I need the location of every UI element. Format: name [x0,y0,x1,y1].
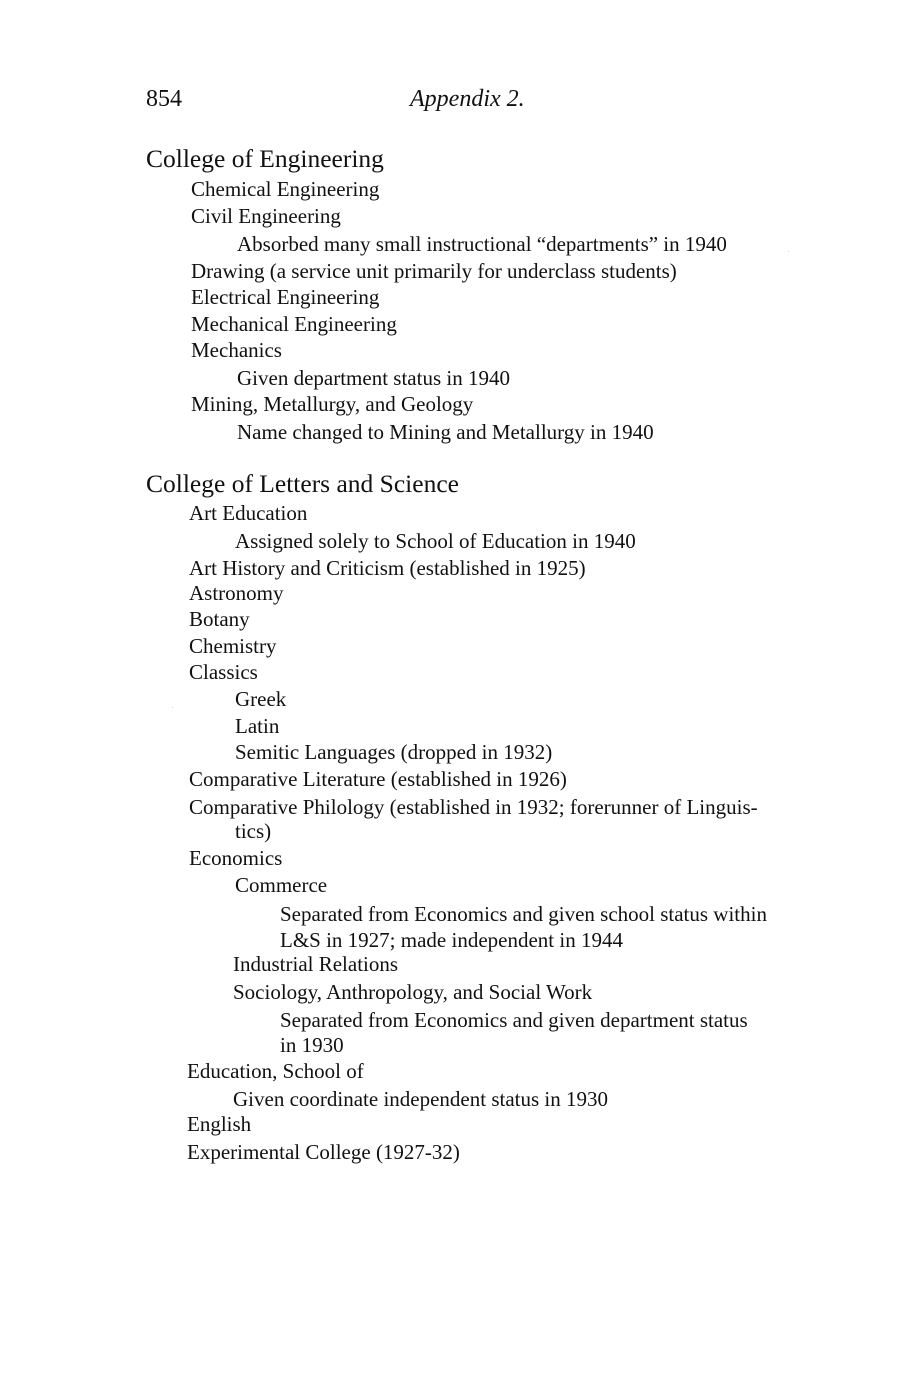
note-sociology-1: Separated from Economics and given department status [280,1008,748,1032]
entry-mechanics: Mechanics [191,338,282,362]
note-commerce-1: Separated from Economics and given school status within [280,902,767,926]
entry-mechanical-engineering: Mechanical Engineering [191,312,397,336]
subentry-latin: Latin [235,714,280,738]
page-number: 854 [146,86,182,112]
subentry-sociology: Sociology, Anthropology, and Social Work [233,980,593,1004]
entry-chemical-engineering: Chemical Engineering [191,177,380,201]
note-education: Given coordinate independent status in 1930 [233,1087,608,1111]
entry-economics: Economics [189,846,283,870]
entry-comparative-literature: Comparative Literature (established in 1926) [189,767,567,791]
entry-comparative-philology: Comparative Philology (established in 1932; forerunner of Linguis- [189,795,758,819]
entry-drawing: Drawing (a service unit primarily for underclass students) [191,259,677,283]
note-mechanics: Given department status in 1940 [237,366,510,390]
entry-mining: Mining, Metallurgy, and Geology [191,392,474,416]
entry-art-education: Art Education [189,501,308,525]
entry-chemistry: Chemistry [189,634,277,658]
entry-botany: Botany [189,607,250,631]
subentry-industrial-relations: Industrial Relations [233,952,399,976]
entry-astronomy: Astronomy [189,581,284,605]
subentry-commerce: Commerce [235,873,328,897]
entry-art-history: Art History and Criticism (established in 1925) [189,556,586,580]
section-title-letters-science: College of Letters and Science [146,469,459,498]
section-title-engineering: College of Engineering [146,144,384,173]
note-commerce-2: L&S in 1927; made independent in 1944 [280,928,623,952]
scan-speck [172,707,173,708]
entry-english: English [187,1112,252,1136]
entry-electrical-engineering: Electrical Engineering [191,285,380,309]
scan-speck [788,251,789,252]
entry-education: Education, School of [187,1059,364,1083]
note-art-education: Assigned solely to School of Education in 1940 [235,529,636,553]
subentry-greek: Greek [235,687,287,711]
subentry-semitic-languages: Semitic Languages (dropped in 1932) [235,740,553,764]
entry-comparative-philology-cont: tics) [235,819,272,843]
running-head: Appendix 2. [410,86,525,112]
entry-experimental-college: Experimental College (1927-32) [187,1140,460,1164]
note-mining: Name changed to Mining and Metallurgy in 1940 [237,420,654,444]
entry-classics: Classics [189,660,258,684]
note-civil-engineering: Absorbed many small instructional “departments” in 1940 [237,232,727,256]
note-sociology-2: in 1930 [280,1033,344,1057]
entry-civil-engineering: Civil Engineering [191,204,341,228]
